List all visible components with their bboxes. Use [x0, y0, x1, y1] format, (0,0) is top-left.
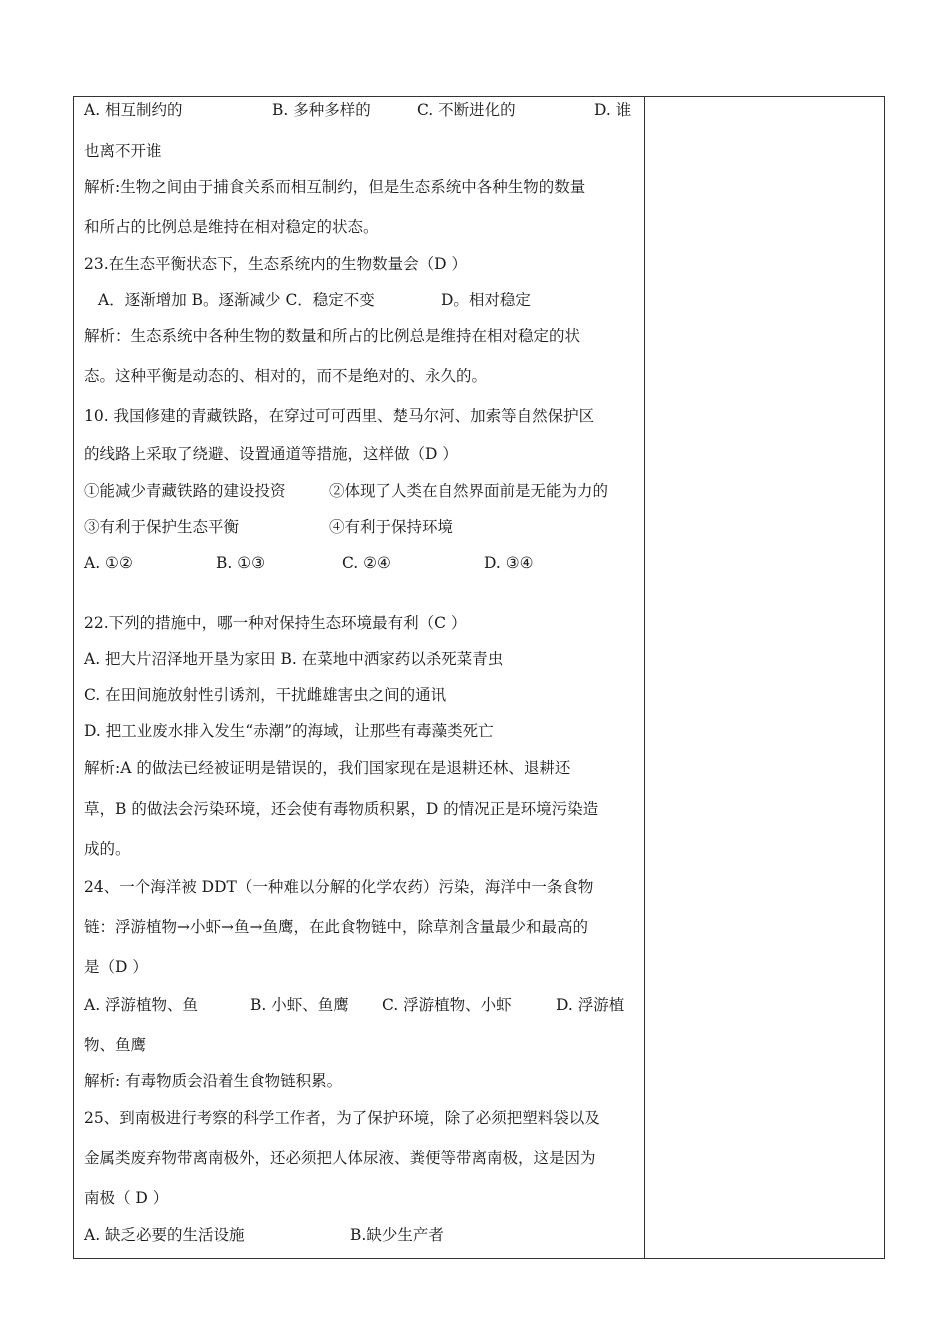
statement-3: ③有利于保护生态平衡	[84, 518, 240, 536]
option-a: A. 缺乏必要的生活设施	[84, 1226, 245, 1244]
text-line: 金属类废弃物带离南极外，还必须把人体尿液、粪便等带离南极，这是因为	[84, 1149, 596, 1167]
option-d: D. ③④	[484, 554, 534, 572]
text-line: 南极（ D ）	[84, 1189, 169, 1207]
text-line: 链：浮游植物→小虾→鱼→鱼鹰，在此食物链中，除草剂含量最少和最高的	[84, 918, 588, 936]
option-a: A. 相互制约的	[84, 101, 183, 119]
text-line: 的线路上采取了绕避、设置通道等措施，这样做（D ）	[84, 445, 458, 463]
option-c: C. 不断进化的	[417, 101, 516, 119]
option-b: B. 多种多样的	[272, 101, 371, 119]
text-line: 是（D ）	[84, 958, 148, 976]
text-line: 物、鱼鹰	[84, 1036, 147, 1054]
option-line: A. 把大片沼泽地开垦为家田 B. 在菜地中洒家药以杀死菜青虫	[84, 650, 504, 668]
option-d: D。相对稳定	[441, 291, 531, 309]
option-c: C. 浮游植物、小虾	[382, 996, 512, 1014]
option-line: C. 在田间施放射性引诱剂，干扰雌雄害虫之间的通讯	[84, 686, 447, 704]
text-line: 成的。	[84, 840, 131, 858]
question-25: 25、到南极进行考察的科学工作者，为了保护环境，除了必须把塑料袋以及	[84, 1109, 600, 1127]
statement-1: ①能减少青藏铁路的建设投资	[84, 482, 286, 500]
question-10: 10. 我国修建的青藏铁路，在穿过可可西里、楚马尔河、加索等自然保护区	[84, 407, 595, 425]
option-d: D. 浮游植	[556, 996, 625, 1014]
option-c: C. ②④	[342, 554, 391, 572]
question-24: 24、一个海洋被 DDT（一种难以分解的化学农药）污染，海洋中一条食物	[84, 878, 594, 896]
text-line: 态。这种平衡是动态的、相对的，而不是绝对的、永久的。	[84, 367, 488, 385]
option-d: D. 谁	[594, 101, 632, 119]
question-22: 22.下列的措施中，哪一种对保持生态环境最有利（C ）	[84, 614, 467, 632]
text-line: 和所占的比例总是维持在相对稳定的状态。	[84, 218, 379, 236]
option-line: D. 把工业废水排入发生“赤潮”的海域，让那些有毒藻类死亡	[84, 722, 494, 740]
option-b: B. ①③	[216, 554, 266, 572]
column-divider	[644, 97, 645, 1258]
option-a: A. ①②	[84, 554, 133, 572]
option-b: B.缺少生产者	[350, 1226, 444, 1244]
analysis-text: 解析:A 的做法已经被证明是错误的，我们国家现在是退耕还林、退耕还	[84, 759, 571, 777]
question-23: 23.在生态平衡状态下，生态系统内的生物数量会（D ）	[84, 255, 468, 273]
analysis-text: 解析：生态系统中各种生物的数量和所占的比例总是维持在相对稳定的状	[84, 327, 581, 345]
analysis-text: 解析:生物之间由于捕食关系而相互制约，但是生态系统中各种生物的数量	[84, 178, 586, 196]
statement-4: ④有利于保持环境	[329, 518, 454, 536]
analysis-text: 解析: 有毒物质会沿着生食物链积累。	[84, 1072, 343, 1090]
text-line: 草，B 的做法会污染环境，还会使有毒物质积累，D 的情况正是环境污染造	[84, 800, 599, 818]
option-b: B. 小虾、鱼鹰	[250, 996, 349, 1014]
document-table	[73, 96, 885, 1259]
options-abc: A．逐渐增加 B。逐渐减少 C．稳定不变	[98, 291, 375, 309]
statement-2: ②体现了人类在自然界面前是无能为力的	[329, 482, 609, 500]
option-a: A. 浮游植物、鱼	[84, 996, 199, 1014]
text-line: 也离不开谁	[84, 142, 162, 160]
